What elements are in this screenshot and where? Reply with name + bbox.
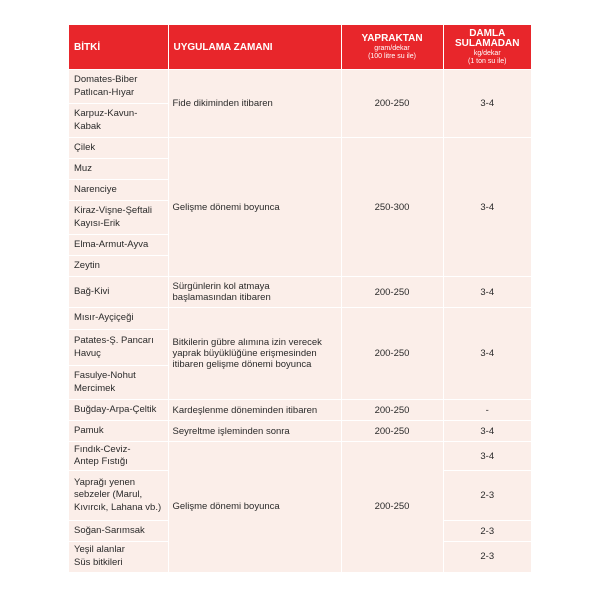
application-time-cell [168, 308, 341, 400]
plant-name: Fasulye-Nohut [74, 370, 136, 382]
table-header-row [69, 25, 531, 70]
drip-dose-cell: 3-4 [443, 421, 531, 442]
foliar-dose-cell: 200-250 [341, 70, 443, 138]
plant-cell [69, 104, 168, 138]
plant-cell: Mısır-Ayçiçeği [69, 308, 168, 330]
drip-dose-cell: 2-3 [443, 521, 531, 542]
foliar-dose-cell: 200-250 [341, 421, 443, 442]
drip-dose-cell: - [443, 400, 531, 421]
table-row [69, 442, 531, 471]
header-foliar-title: YAPRAKTAN [361, 33, 423, 44]
plant-cell [69, 542, 168, 572]
application-time-cell: Gelişme dönemi boyunca [168, 442, 341, 572]
table-row [69, 421, 531, 442]
plant-name: Antep Fıstığı [74, 456, 128, 467]
plant-name: Kiraz-Vişne-Şeftali [74, 205, 152, 217]
plant-cell [69, 471, 168, 521]
header-plant: BİTKİ [69, 25, 168, 70]
header-foliar-note: (100 litre su ile) [368, 53, 416, 60]
application-time-line: itibaren gelişme dönemi boyunca [172, 359, 312, 370]
application-time-cell: Kardeşlenme döneminden itibaren [168, 400, 341, 421]
application-time-cell: Seyreltme işleminden sonra [168, 421, 341, 442]
plant-name: Karpuz-Kavun- [74, 108, 138, 120]
plant-cell: Buğday-Arpa-Çeltik [69, 400, 168, 421]
table-row [69, 400, 531, 421]
table-row [69, 277, 531, 308]
foliar-dose-cell: 200-250 [341, 277, 443, 308]
application-time-line: başlamasından itibaren [172, 292, 271, 303]
header-drip [443, 25, 531, 70]
plant-cell: Pamuk [69, 421, 168, 442]
plant-cell: Elma-Armut-Ayva [69, 235, 168, 256]
plant-cell: Muz [69, 159, 168, 180]
plant-cell: Zeytin [69, 256, 168, 277]
foliar-dose-cell: 200-250 [341, 308, 443, 400]
application-time-cell: Gelişme dönemi boyunca [168, 138, 341, 277]
drip-dose-cell: 3-4 [443, 70, 531, 138]
plant-cell: Soğan-Sarımsak [69, 521, 168, 542]
plant-cell: Bağ-Kivi [69, 277, 168, 308]
application-time-line: Bitkilerin gübre alımına izin verecek [172, 337, 322, 348]
table-row [69, 308, 531, 330]
plant-name: Kayısı-Erik [74, 217, 120, 229]
application-time-line: Sürgünlerin kol atmaya [172, 281, 270, 292]
header-foliar-unit: gram/dekar [374, 45, 410, 52]
header-drip-unit: kg/dekar [473, 50, 501, 57]
table-row [69, 138, 531, 159]
application-time-cell: Fide dikiminden itibaren [168, 70, 341, 138]
plant-name: Fındık-Ceviz- [74, 443, 131, 455]
plant-name: sebzeler (Marul, [74, 489, 143, 501]
foliar-dose-cell: 200-250 [341, 442, 443, 572]
plant-name: Kıvırcık, Lahana vb.) [74, 501, 162, 513]
plant-cell [69, 70, 168, 104]
plant-name: Patlıcan-Hıyar [74, 86, 135, 98]
drip-dose-cell: 2-3 [443, 471, 531, 521]
header-application-time: UYGULAMA ZAMANI [168, 25, 341, 70]
plant-name: Süs bitkileri [74, 556, 123, 568]
plant-name: Mercimek [74, 382, 116, 394]
foliar-dose-cell: 200-250 [341, 400, 443, 421]
header-foliar [341, 25, 443, 70]
drip-dose-cell: 3-4 [443, 277, 531, 308]
plant-cell [69, 366, 168, 400]
table-row [69, 70, 531, 104]
plant-name: Domates-Biber [74, 74, 138, 86]
plant-cell [69, 442, 168, 471]
header-drip-note: (1 ton su ile) [467, 58, 507, 65]
plant-name: Yaprağı yenen [74, 476, 136, 488]
fertilizer-dosage-table [69, 25, 531, 572]
plant-cell: Narenciye [69, 180, 168, 201]
plant-name: Kabak [74, 120, 101, 132]
application-time-line: yaprak büyüklüğüne erişmesinden [172, 348, 317, 359]
header-drip-title: DAMLA SULAMADAN [455, 28, 520, 49]
plant-name: Havuç [74, 347, 101, 359]
drip-dose-cell: 3-4 [443, 442, 531, 471]
plant-cell [69, 330, 168, 366]
drip-dose-cell: 3-4 [443, 308, 531, 400]
foliar-dose-cell: 250-300 [341, 138, 443, 277]
plant-cell: Çilek [69, 138, 168, 159]
drip-dose-cell: 2-3 [443, 542, 531, 572]
plant-name: Patates-Ş. Pancarı [74, 335, 154, 347]
plant-name: Yeşil alanlar [74, 544, 125, 556]
plant-cell [69, 201, 168, 235]
drip-dose-cell: 3-4 [443, 138, 531, 277]
application-time-cell [168, 277, 341, 308]
